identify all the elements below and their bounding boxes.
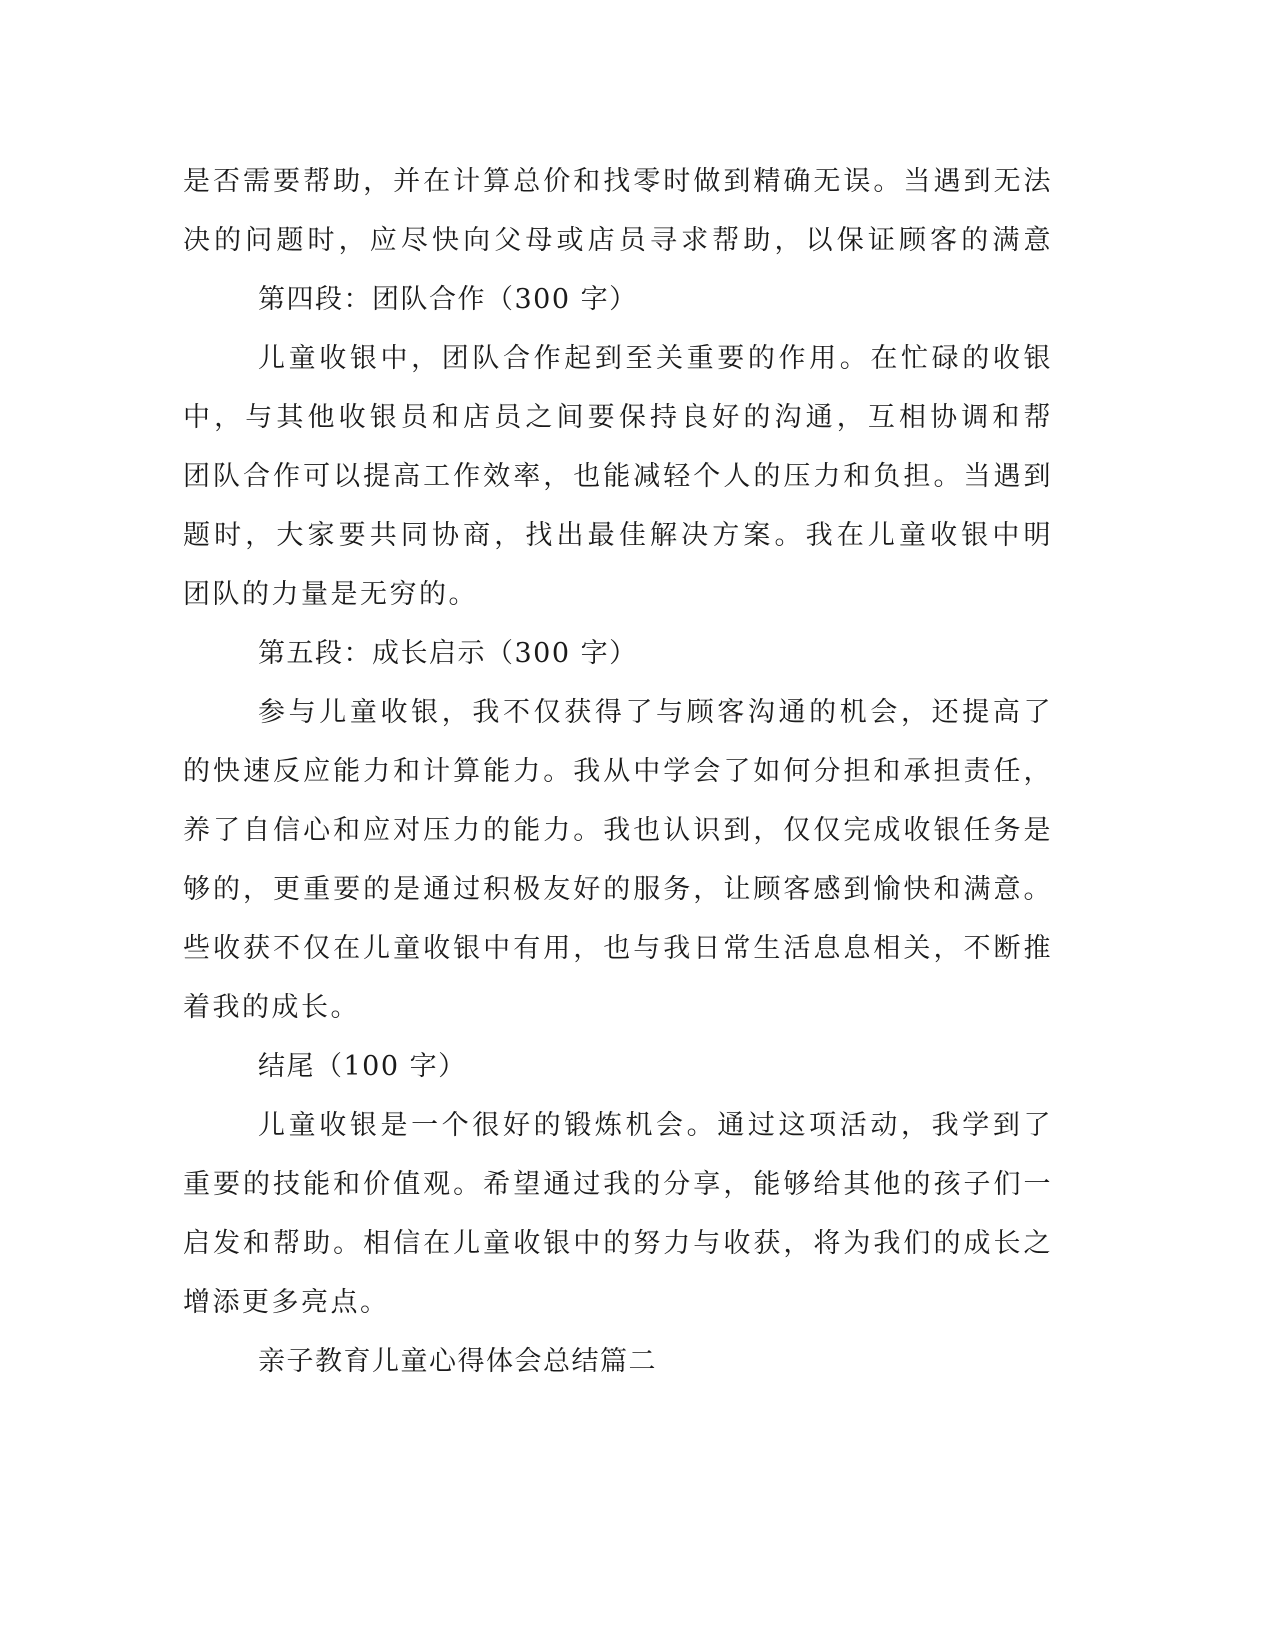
section-heading-4: 第四段：团队合作（300 字）: [258, 284, 638, 315]
paragraph-line: 够的，更重要的是通过积极友好的服务，让顾客感到愉快和满意。: [183, 874, 1053, 905]
paragraph-line: 团队合作可以提高工作效率，也能减轻个人的压力和负担。当遇到: [183, 461, 1053, 492]
paragraph-line: 是否需要帮助，并在计算总价和找零时做到精确无误。当遇到无法: [183, 166, 1053, 197]
paragraph-line: 启发和帮助。相信在儿童收银中的努力与收获，将为我们的成长之: [183, 1228, 1053, 1259]
paragraph-line: 增添更多亮点。: [183, 1287, 390, 1318]
paragraph-line: 着我的成长。: [183, 992, 360, 1023]
paragraph-line: 的快速反应能力和计算能力。我从中学会了如何分担和承担责任，: [183, 756, 1053, 787]
paragraph-line: 儿童收银是一个很好的锻炼机会。通过这项活动，我学到了: [258, 1110, 1053, 1141]
paragraph-line: 儿童收银中，团队合作起到至关重要的作用。在忙碌的收银: [258, 343, 1053, 374]
section-heading-5: 第五段：成长启示（300 字）: [258, 638, 638, 669]
paragraph-line: 决的问题时，应尽快向父母或店员寻求帮助，以保证顾客的满意: [183, 225, 1053, 256]
paragraph-line: 题时，大家要共同协商，找出最佳解决方案。我在儿童收银中明: [183, 520, 1053, 551]
paragraph-line: 养了自信心和应对压力的能力。我也认识到，仅仅完成收银任务是: [183, 815, 1053, 846]
paragraph-line: 团队的力量是无穷的。: [183, 579, 478, 610]
paragraph-line: 些收获不仅在儿童收银中有用，也与我日常生活息息相关，不断推: [183, 933, 1053, 964]
article-title-part-2: 亲子教育儿童心得体会总结篇二: [258, 1346, 657, 1377]
section-heading-ending: 结尾（100 字）: [258, 1051, 467, 1082]
paragraph-line: 中，与其他收银员和店员之间要保持良好的沟通，互相协调和帮: [183, 402, 1053, 433]
paragraph-line: 参与儿童收银，我不仅获得了与顾客沟通的机会，还提高了: [258, 697, 1053, 728]
paragraph-line: 重要的技能和价值观。希望通过我的分享，能够给其他的孩子们一: [183, 1169, 1053, 1200]
